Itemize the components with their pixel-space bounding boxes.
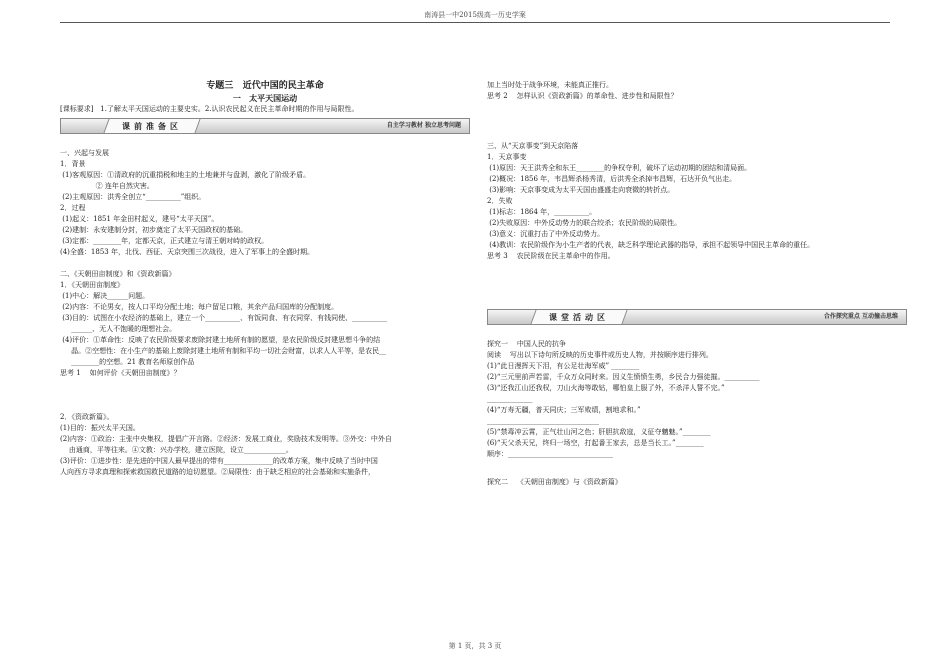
page-title: 专题三 近代中国的民主革命 [206,81,324,91]
section-explore-one [487,339,907,460]
text-line: (3)“还我江山还我权，刀山火海等敢钻，哪怕皇上服了外，不杀洋人誓不完。” [487,384,725,392]
text-line: 2．过程 [60,204,86,212]
text-line: (3)定都：________年，定都天京，正式建立与清王朝对峙的政权。 [60,237,269,245]
text-line: (2)“三元里前声若雷，千众万众同时来。因义生愤愤生勇，乡民合力强徒摧。__________ [487,373,760,381]
text-line: (4)“万寿无疆，普天同庆；三军败绩，割地求和。” [487,406,641,414]
text-line: ________的空想。21 教育名师原创作品 [60,358,195,366]
text-line: ________________________________ [487,417,599,425]
text-line: 1．背景 [60,160,86,168]
left-column [60,80,470,478]
text-line: (5)“禁毒冲云霄，正气壮山河之色；肝胆抗敌寇，义征夺魑魅。”________ [487,428,711,436]
text-line: (4)全盛：1853 年，北伐、西征、天京突围三次战役，进入了军事上的全盛时期。 [60,248,314,256]
text-line: 2．失败 [487,197,513,205]
classroom-banner-subtitle: 合作探究重点 互动撞击思维 [823,313,898,320]
text-line: (1)客观原因：①清政府的沉重捐税和地主的土地兼并与盘剥，激化了阶级矛盾。 [60,171,311,179]
right-column [487,80,907,488]
section-new-chapter [60,412,470,478]
text-line: 顺序：______________________________ [487,450,613,458]
text-line: 1．天京事变 [487,153,527,161]
text-line: (1)中心：解决______问题。 [60,292,150,300]
classroom-banner-title: 课堂活动区 [549,312,609,322]
text-line: 三、从“天京事变”到天京陷落 [487,142,579,150]
curriculum-requirement: [课标要求] 1.了解太平天国运动的主要史实。2.认识农民起义在民主革命时期的作用与局限性。 [60,105,359,113]
classroom-banner [487,309,907,325]
preview-banner-title: 课前准备区 [122,121,182,131]
text-line: 2．《资政新篇》。 [60,413,114,421]
think-question-3: 思考 3 农民阶级在民主革命中的作用。 [487,252,615,260]
think-question-2: 思考 2 怎样认识《资政新篇》的革命性、进步性和局限性？ [487,92,678,100]
explore-two-heading: 探究二 《天朝田亩制度》与《资政新篇》 [487,478,622,486]
header-rule [60,22,890,23]
text-line: 1．《天朝田亩制度》 [60,281,124,289]
text-line: (4)教训：农民阶级作为小生产者的代表，缺乏科学理论武器的指导，承担不起领导中国民主革命的重任。 [487,241,815,249]
text-line: (1)“此日漫挥天下泪，有公足壮海军威” ________ [487,362,640,370]
text-line: (1)起义：1851 年金田村起义，建号“太平天国”。 [60,215,219,223]
text-line: 人向西方寻求真理和探索救国救民道路的迫切愿望。②局限性：由于缺乏相应的社会基础和实施条件， [60,468,375,476]
text-line: ______、无人不饱暖的理想社会。 [60,325,177,333]
text-line: 加上当时处于战争环境，未能真正推行。 [487,81,613,89]
text-line: (2)概况：1856 年，韦昌辉杀杨秀清，后洪秀全杀掉韦昌辉，石达开负气出走。 [487,175,737,183]
preview-banner [60,118,470,134]
text-line: (1)原因：天王洪秀全和东王________的争权夺利，破坏了运动初期的团结和清局面。 [487,164,752,172]
text-line: (1)标志：1864 年，__________。 [487,208,597,216]
page-header: 南涛县一中2015级高一历史学案 [424,11,526,19]
text-line: _____________ [487,395,533,403]
text-line: (2)失败原因：中外反动势力的联合绞杀；农民阶级的局限性。 [487,219,682,227]
text-line: 阅读 写出以下诗句所反映的历史事件或历史人物，并按顺序进行排列。 [487,351,713,359]
text-line: (3)目的：试图在小农经济的基础上，建立一个__________、有饭同食、有衣同穿、有钱同使、__________ [60,314,388,322]
text-line: 探究一 中国人民的抗争 [487,340,566,348]
text-line: (2)内容：不论男女，按人口平均分配土地；每户留足口粮，其余产品归国库的分配制度。 [60,303,339,311]
text-line: (3)影响：天京事变成为太平天国由盛盛走向衰微的转折点。 [487,186,675,194]
text-line: (2)主观原因：洪秀全创立“__________”组织。 [60,193,206,201]
preview-banner-subtitle: 自主学习教材 独立思考问题 [386,122,461,129]
text-line: (4)评价：①革命性：反映了农民阶级要求废除封建土地所有制的愿望，是农民阶级反封建思想斗争的结 [60,336,381,344]
text-line: 一、兴起与发展 [60,149,109,157]
lesson-subtitle: 一 太平天国运动 [232,93,298,103]
text-line: (2)建制：永安建制分封，初步奠定了太平天国政权的基础。 [60,226,248,234]
section-tianjing-incident [487,141,907,262]
section-rise-development [60,148,470,258]
section-land-system [60,269,470,379]
page-footer: 第 1 页，共 3 页 [448,642,502,650]
text-line: (1)目的：振兴太平天国。 [60,424,140,432]
think-question-1: 思考 1 如何评价《天朝田亩制度》？ [60,369,181,377]
text-line: 由通商，平等往来。④文教：兴办学校，建立医院，设立____________。 [60,446,293,454]
text-line: (3)评价：①进步性：是先进的中国人最早提出的带有______________的改革方案，集中反映了当时中国 [60,457,378,465]
text-line: (6)“天父杀天兄，终归一场空，打起番王家去，总是当长工。”________ [487,439,704,447]
text-line: ② 连年自然灾害。 [60,182,154,190]
text-line: (3)意义：沉重打击了中外反动势力。 [487,230,605,238]
text-line: (2)内容：①政治：主张中央集权，提倡广开言路。②经济：发展工商业，奖励技术发明等。③外交：中外自 [60,435,392,443]
text-line: 二、《天朝田亩制度》和《资政新篇》 [60,270,176,278]
text-line: 晶。②空想性：在小生产的基础上废除封建土地所有制和平均一切社会财富，以求人人平等，是农民__ [60,347,387,355]
